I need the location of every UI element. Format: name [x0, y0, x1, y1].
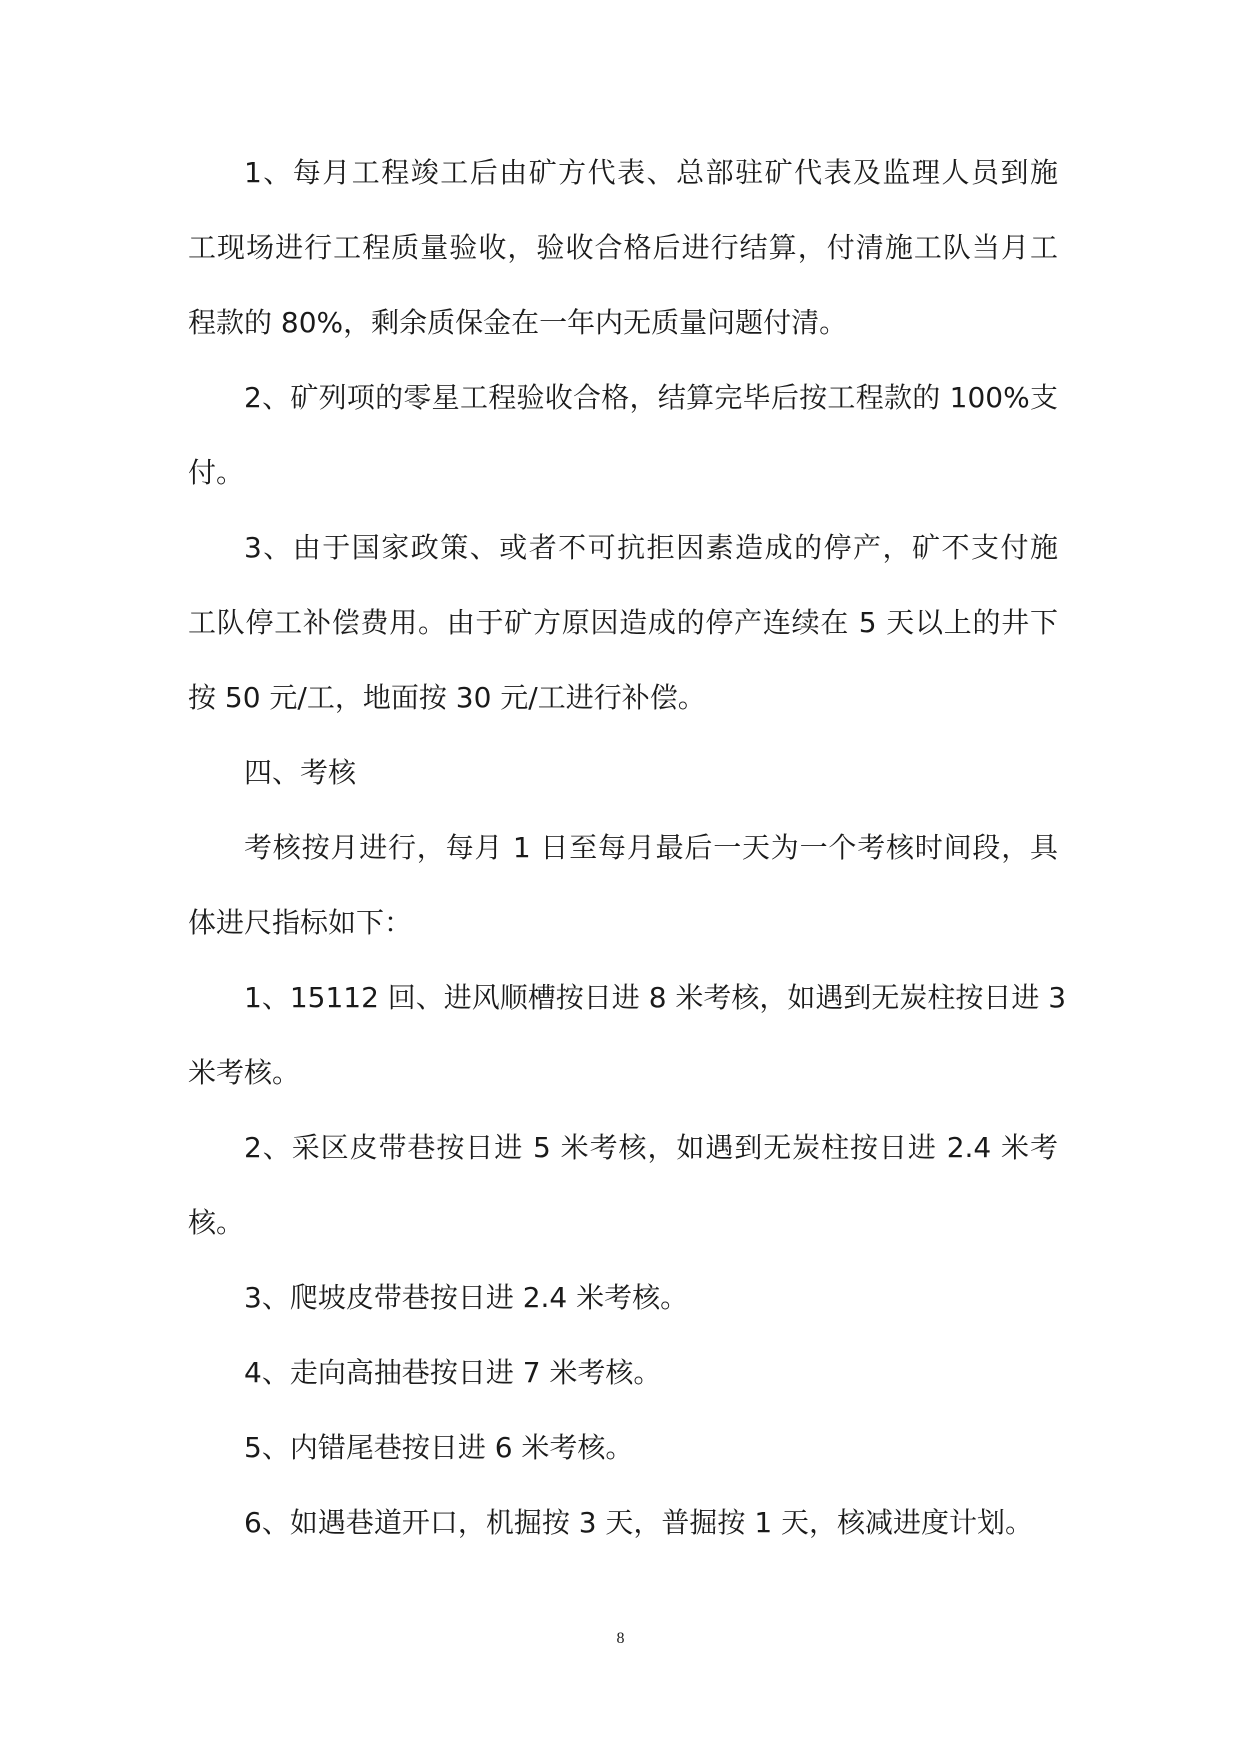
paragraph-line: 程款的 80%，剩余质保金在一年内无质量问题付清。 [188, 306, 848, 339]
paragraph-line: 2、矿列项的零星工程验收合格，结算完毕后按工程款的 100%支 [244, 381, 1058, 414]
paragraph-line: 1、每月工程竣工后由矿方代表、总部驻矿代表及监理人员到施 [244, 156, 1058, 189]
paragraph-line: 付。 [188, 456, 245, 489]
paragraph-line: 3、由于国家政策、或者不可抗拒因素造成的停产，矿不支付施 [244, 531, 1058, 564]
paragraph-line: 4、走向高抽巷按日进 7 米考核。 [244, 1356, 662, 1389]
paragraph-line: 米考核。 [188, 1056, 301, 1089]
paragraph-line: 体进尺指标如下： [188, 906, 413, 939]
paragraph-line: 工队停工补偿费用。由于矿方原因造成的停产连续在 5 天以上的井下 [188, 606, 1058, 639]
paragraph-line: 2、采区皮带巷按日进 5 米考核，如遇到无炭柱按日进 2.4 米考 [244, 1131, 1058, 1164]
section-heading: 四、考核 [244, 756, 357, 789]
paragraph-line: 核。 [188, 1206, 245, 1239]
paragraph-line: 5、内错尾巷按日进 6 米考核。 [244, 1431, 634, 1464]
paragraph-line: 按 50 元/工，地面按 30 元/工进行补偿。 [188, 681, 706, 714]
paragraph-line: 工现场进行工程质量验收，验收合格后进行结算，付清施工队当月工 [188, 231, 1058, 264]
paragraph-line: 1、15112 回、进风顺槽按日进 8 米考核，如遇到无炭柱按日进 3 [244, 981, 1067, 1014]
paragraph-line: 考核按月进行，每月 1 日至每月最后一天为一个考核时间段，具 [244, 831, 1058, 864]
paragraph-line: 3、爬坡皮带巷按日进 2.4 米考核。 [244, 1281, 689, 1314]
page-number: 8 [616, 1630, 625, 1647]
paragraph-line: 6、如遇巷道开口，机掘按 3 天，普掘按 1 天，核减进度计划。 [244, 1506, 1034, 1539]
